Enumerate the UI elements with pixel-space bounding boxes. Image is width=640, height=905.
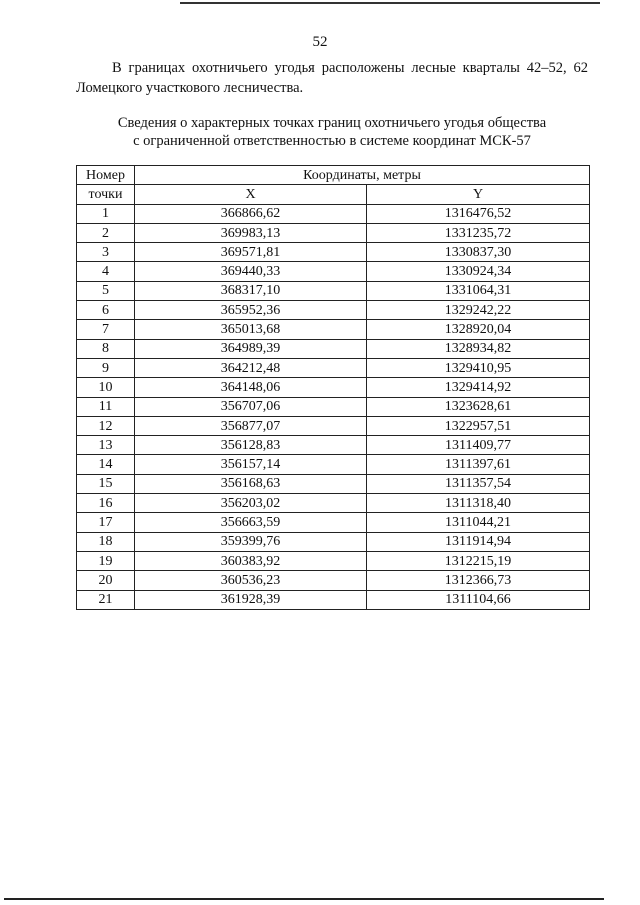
- y-coordinate-cell: 1331064,31: [367, 281, 590, 300]
- table-heading: [76, 114, 588, 150]
- y-coordinate-cell: 1311044,21: [367, 513, 590, 532]
- y-coordinate-cell: 1323628,61: [367, 397, 590, 416]
- x-coordinate-cell: 356157,14: [135, 455, 367, 474]
- x-coordinate-cell: 356877,07: [135, 416, 367, 435]
- header-row-1: [77, 166, 590, 185]
- y-coordinate-cell: 1328934,82: [367, 339, 590, 358]
- table-row: [77, 494, 590, 513]
- x-coordinate-cell: 369440,33: [135, 262, 367, 281]
- table-row: [77, 571, 590, 590]
- point-number-cell: 16: [77, 494, 135, 513]
- x-coordinate-cell: 360383,92: [135, 551, 367, 570]
- point-number-cell: 4: [77, 262, 135, 281]
- table-row: [77, 223, 590, 242]
- x-coordinate-cell: 369571,81: [135, 243, 367, 262]
- header-point-number-line1: Номер: [77, 166, 135, 185]
- heading-line-1: Сведения о характерных точках границ охотничьего угодья общества: [117, 115, 547, 131]
- x-coordinate-cell: 364212,48: [135, 358, 367, 377]
- table-row: [77, 281, 590, 300]
- intro-paragraph: В границах охотничьего угодья расположены лесные кварталы 42–52, 62 Ломецкого участкового лесничества.: [76, 60, 588, 96]
- header-row-2: [77, 185, 590, 204]
- x-coordinate-cell: 369983,13: [135, 223, 367, 242]
- x-coordinate-cell: 366866,62: [135, 204, 367, 223]
- x-coordinate-cell: 356203,02: [135, 494, 367, 513]
- point-number-cell: 5: [77, 281, 135, 300]
- point-number-cell: 8: [77, 339, 135, 358]
- table-row: [77, 262, 590, 281]
- point-number-cell: 11: [77, 397, 135, 416]
- heading-line-2: с ограниченной ответственностью в системе координат МСК-57: [133, 133, 531, 149]
- header-y: Y: [367, 185, 590, 204]
- point-number-cell: 17: [77, 513, 135, 532]
- y-coordinate-cell: 1329410,95: [367, 358, 590, 377]
- table-row: [77, 532, 590, 551]
- table-row: [77, 301, 590, 320]
- table-row: [77, 320, 590, 339]
- y-coordinate-cell: 1330924,34: [367, 262, 590, 281]
- x-coordinate-cell: 365013,68: [135, 320, 367, 339]
- x-coordinate-cell: 364989,39: [135, 339, 367, 358]
- table-row: [77, 455, 590, 474]
- y-coordinate-cell: 1316476,52: [367, 204, 590, 223]
- x-coordinate-cell: 364148,06: [135, 378, 367, 397]
- point-number-cell: 10: [77, 378, 135, 397]
- y-coordinate-cell: 1311104,66: [367, 590, 590, 609]
- y-coordinate-cell: 1322957,51: [367, 416, 590, 435]
- point-number-cell: 18: [77, 532, 135, 551]
- point-number-cell: 14: [77, 455, 135, 474]
- table-row: [77, 436, 590, 455]
- point-number-cell: 19: [77, 551, 135, 570]
- y-coordinate-cell: 1311357,54: [367, 474, 590, 493]
- y-coordinate-cell: 1311914,94: [367, 532, 590, 551]
- y-coordinate-cell: 1328920,04: [367, 320, 590, 339]
- coordinates-table: [76, 165, 590, 610]
- point-number-cell: 2: [77, 223, 135, 242]
- point-number-cell: 21: [77, 590, 135, 609]
- point-number-cell: 15: [77, 474, 135, 493]
- x-coordinate-cell: 368317,10: [135, 281, 367, 300]
- table-row: [77, 590, 590, 609]
- point-number-cell: 12: [77, 416, 135, 435]
- x-coordinate-cell: 356168,63: [135, 474, 367, 493]
- point-number-cell: 6: [77, 301, 135, 320]
- y-coordinate-cell: 1311409,77: [367, 436, 590, 455]
- header-coordinates: Координаты, метры: [135, 166, 590, 185]
- table-row: [77, 378, 590, 397]
- x-coordinate-cell: 356707,06: [135, 397, 367, 416]
- x-coordinate-cell: 361928,39: [135, 590, 367, 609]
- y-coordinate-cell: 1330837,30: [367, 243, 590, 262]
- table-row: [77, 243, 590, 262]
- table-row: [77, 513, 590, 532]
- x-coordinate-cell: 359399,76: [135, 532, 367, 551]
- x-coordinate-cell: 360536,23: [135, 571, 367, 590]
- table-row: [77, 204, 590, 223]
- table-row: [77, 397, 590, 416]
- header-point-number-line2: точки: [77, 185, 135, 204]
- point-number-cell: 7: [77, 320, 135, 339]
- x-coordinate-cell: 356128,83: [135, 436, 367, 455]
- x-coordinate-cell: 356663,59: [135, 513, 367, 532]
- point-number-cell: 9: [77, 358, 135, 377]
- y-coordinate-cell: 1311397,61: [367, 455, 590, 474]
- point-number-cell: 1: [77, 204, 135, 223]
- table-row: [77, 551, 590, 570]
- top-rule: [180, 2, 600, 4]
- table-row: [77, 358, 590, 377]
- y-coordinate-cell: 1312366,73: [367, 571, 590, 590]
- x-coordinate-cell: 365952,36: [135, 301, 367, 320]
- point-number-cell: 20: [77, 571, 135, 590]
- page-number: 52: [312, 34, 328, 50]
- table-row: [77, 474, 590, 493]
- bottom-rule: [4, 898, 604, 900]
- y-coordinate-cell: 1329414,92: [367, 378, 590, 397]
- table-row: [77, 416, 590, 435]
- point-number-cell: 13: [77, 436, 135, 455]
- y-coordinate-cell: 1331235,72: [367, 223, 590, 242]
- y-coordinate-cell: 1312215,19: [367, 551, 590, 570]
- table-row: [77, 339, 590, 358]
- header-x: X: [135, 185, 367, 204]
- point-number-cell: 3: [77, 243, 135, 262]
- y-coordinate-cell: 1329242,22: [367, 301, 590, 320]
- y-coordinate-cell: 1311318,40: [367, 494, 590, 513]
